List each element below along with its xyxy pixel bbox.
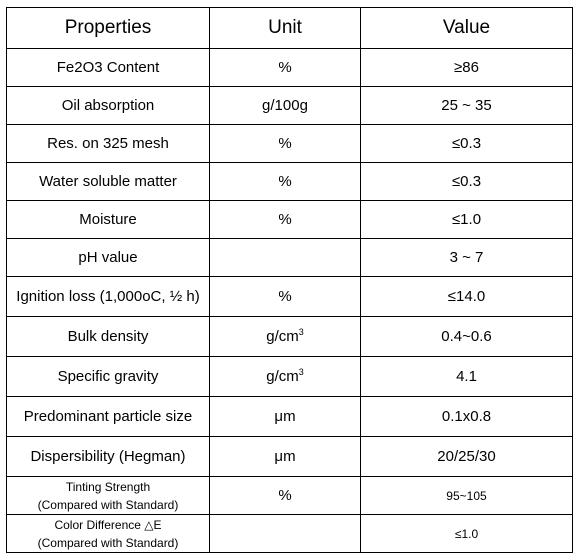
unit-cell: % bbox=[210, 277, 361, 317]
table-row bbox=[7, 477, 573, 515]
value-cell: ≤1.0 bbox=[361, 515, 573, 553]
table-row bbox=[7, 515, 573, 553]
unit-cell bbox=[210, 317, 361, 357]
table-row bbox=[7, 87, 573, 125]
property-line-2: (Compared with Standard) bbox=[37, 497, 179, 512]
value-cell: ≤1.0 bbox=[361, 201, 573, 239]
property-cell bbox=[7, 477, 210, 515]
unit-cell: μm bbox=[210, 437, 361, 477]
table-row bbox=[7, 397, 573, 437]
property-cell: Ignition loss (1,000oC, ½ h) bbox=[7, 277, 210, 317]
value-cell: 3 ~ 7 bbox=[361, 239, 573, 277]
value-cell: ≤0.3 bbox=[361, 163, 573, 201]
unit-cell: g/100g bbox=[210, 87, 361, 125]
property-cell: Fe2O3 Content bbox=[7, 49, 210, 87]
table-row bbox=[7, 49, 573, 87]
value-cell: ≥86 bbox=[361, 49, 573, 87]
unit-cell bbox=[210, 357, 361, 397]
value-cell: 0.4~0.6 bbox=[361, 317, 573, 357]
unit-cell bbox=[210, 515, 361, 553]
value-cell: 4.1 bbox=[361, 357, 573, 397]
table-row bbox=[7, 277, 573, 317]
unit-cell: % bbox=[210, 201, 361, 239]
property-cell: Water soluble matter bbox=[7, 163, 210, 201]
property-cell: Specific gravity bbox=[7, 357, 210, 397]
property-line-2: (Compared with Standard) bbox=[37, 535, 179, 550]
table-row bbox=[7, 125, 573, 163]
value-cell: 95~105 bbox=[361, 477, 573, 515]
unit-cell: % bbox=[210, 49, 361, 87]
unit-cell bbox=[210, 239, 361, 277]
unit-superscript: 3 bbox=[298, 367, 304, 377]
value-cell: 25 ~ 35 bbox=[361, 87, 573, 125]
property-cell bbox=[7, 515, 210, 553]
unit-base: g/cm bbox=[266, 368, 299, 385]
unit-cell: % bbox=[210, 163, 361, 201]
table-row bbox=[7, 437, 573, 477]
properties-table bbox=[6, 7, 573, 553]
value-cell: ≤0.3 bbox=[361, 125, 573, 163]
property-cell: Res. on 325 mesh bbox=[7, 125, 210, 163]
table-row bbox=[7, 357, 573, 397]
unit-base: g/cm bbox=[266, 328, 299, 345]
table-row bbox=[7, 201, 573, 239]
property-cell: Dispersibility (Hegman) bbox=[7, 437, 210, 477]
table-row bbox=[7, 239, 573, 277]
property-line-1: Color Difference △E bbox=[54, 517, 162, 532]
table-row bbox=[7, 317, 573, 357]
unit-superscript: 3 bbox=[298, 327, 304, 337]
property-cell: Oil absorption bbox=[7, 87, 210, 125]
table-header-row bbox=[7, 8, 573, 49]
property-cell: Predominant particle size bbox=[7, 397, 210, 437]
property-cell: Bulk density bbox=[7, 317, 210, 357]
table-row bbox=[7, 163, 573, 201]
header-properties: Properties bbox=[7, 8, 210, 49]
unit-cell: % bbox=[210, 477, 361, 515]
unit-cell: μm bbox=[210, 397, 361, 437]
value-cell: 0.1x0.8 bbox=[361, 397, 573, 437]
property-cell: Moisture bbox=[7, 201, 210, 239]
property-cell: pH value bbox=[7, 239, 210, 277]
property-line-1: Tinting Strength bbox=[65, 479, 151, 494]
header-value: Value bbox=[361, 8, 573, 49]
unit-cell: % bbox=[210, 125, 361, 163]
value-cell: ≤14.0 bbox=[361, 277, 573, 317]
header-unit: Unit bbox=[210, 8, 361, 49]
value-cell: 20/25/30 bbox=[361, 437, 573, 477]
